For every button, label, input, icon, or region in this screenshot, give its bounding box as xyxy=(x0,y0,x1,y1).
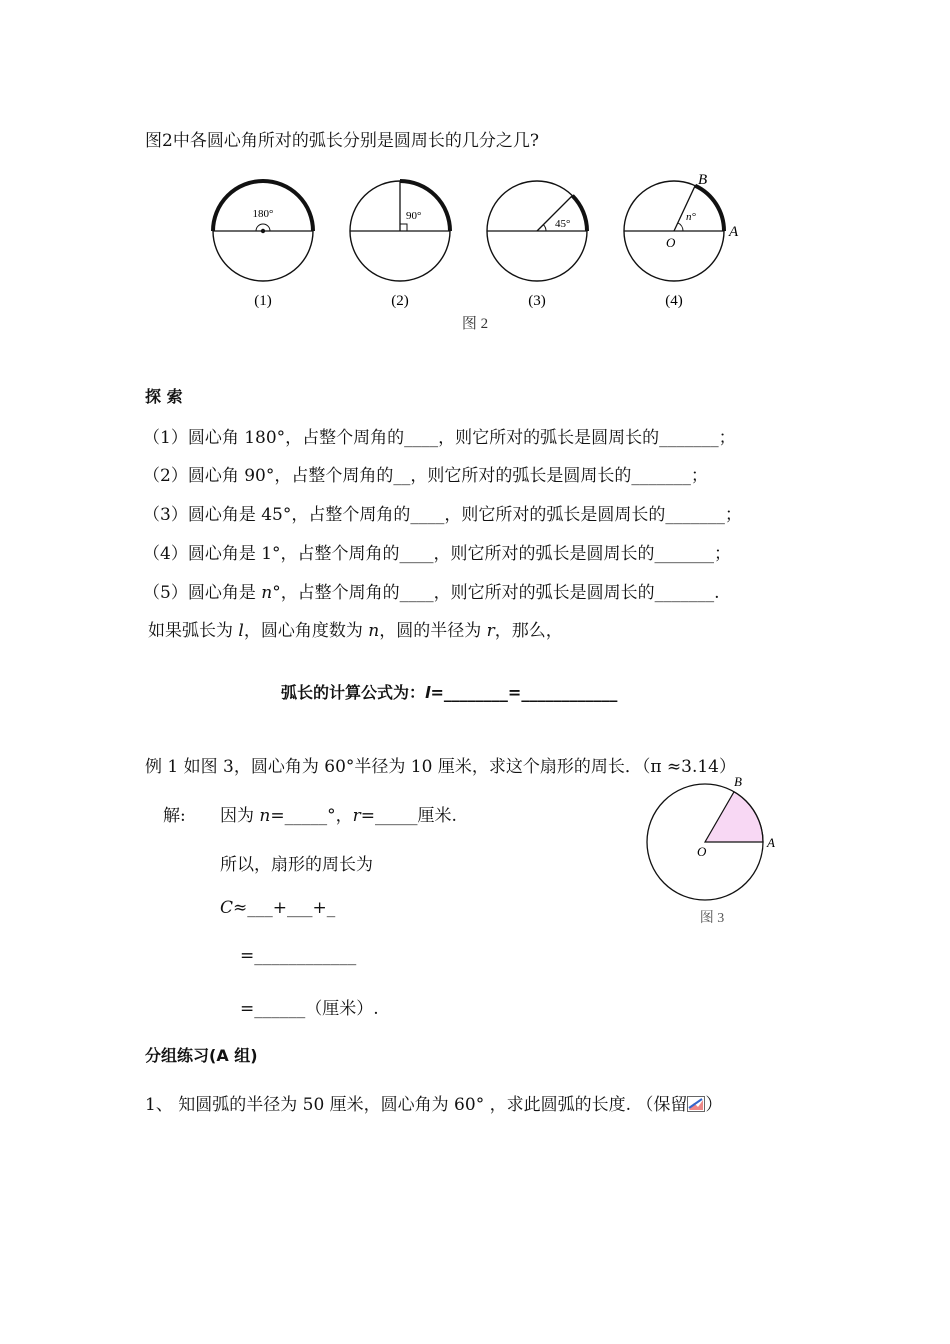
question-1: 1、 知圆弧的半径为 50 厘米，圆心角为 60° ，求此圆弧的长度. （保留 ） xyxy=(145,1095,723,1115)
sector-60 xyxy=(705,792,763,842)
figure-3-caption: 图 3 xyxy=(699,911,725,926)
explore-heading: 探 索 xyxy=(145,387,183,406)
solution-step-5: =______（厘米）. xyxy=(240,999,379,1019)
question-text: 图2中各圆心角所对的弧长分别是圆周长的几分之几? xyxy=(145,131,539,151)
solution-step-4: =____________ xyxy=(240,946,357,966)
solution-step-3: C≈___+___+_ xyxy=(220,898,336,918)
center-o-label: O xyxy=(666,235,676,250)
angle-label-3: 45° xyxy=(555,218,571,230)
circle-3 xyxy=(487,181,587,309)
figure-2 xyxy=(200,168,760,343)
fig3-point-b: B xyxy=(734,774,742,789)
figure-3 xyxy=(640,770,790,930)
angle-label-1: 180° xyxy=(252,208,274,220)
explore-line-4: （4）圆心角是 1°，占整个周角的____，则它所对的弧长是圆周长的_______； xyxy=(143,544,732,564)
explore-line-2: （2）圆心角 90°，占整个周角的__，则它所对的弧长是圆周长的_______； xyxy=(143,466,708,486)
group-heading: 分组练习(A 组) xyxy=(145,1046,258,1065)
if-statement: 如果弧长为 l，圆心角度数为 n，圆的半径为 r，那么， xyxy=(148,621,563,641)
solution-step-2: 所以，扇形的周长为 xyxy=(220,855,373,875)
explore-line-5: （5）圆心角是 n°，占整个周角的____，则它所对的弧长是圆周长的_______. xyxy=(143,583,720,603)
angle-label-2: 90° xyxy=(406,210,422,222)
circle-label-1: (1) xyxy=(254,293,272,309)
example-1-title: 例 1 如图 3，圆心角为 60°半径为 10 厘米，求这个扇形的周长．（π ≈3.14） xyxy=(145,757,736,777)
circle-2 xyxy=(350,181,450,309)
explore-line-1: （1）圆心角 180°，占整个周角的____，则它所对的弧长是圆周长的_______； xyxy=(143,428,736,448)
image-placeholder-icon xyxy=(687,1096,705,1112)
explore-line-3: （3）圆心角是 45°，占整个周角的____，则它所对的弧长是圆周长的_______； xyxy=(143,505,742,525)
point-b-label: B xyxy=(698,172,708,188)
circle-label-3: (3) xyxy=(528,293,546,309)
arc-length-formula: 弧长的计算公式为：l=________=____________ xyxy=(281,683,618,702)
circle-label-4: (4) xyxy=(665,293,683,309)
solution-label: 解: xyxy=(163,806,186,826)
fig3-center-o: O xyxy=(697,844,707,859)
circle-4 xyxy=(624,172,739,309)
fig3-point-a: A xyxy=(767,835,775,850)
figure-2-caption: 图 2 xyxy=(461,316,489,332)
point-a-label: A xyxy=(729,224,739,240)
circle-1 xyxy=(213,181,313,309)
circle-label-2: (2) xyxy=(391,293,409,309)
solution-step-1: 因为 n=_____°，r=_____厘米. xyxy=(220,806,457,826)
angle-label-4: n° xyxy=(686,211,696,223)
